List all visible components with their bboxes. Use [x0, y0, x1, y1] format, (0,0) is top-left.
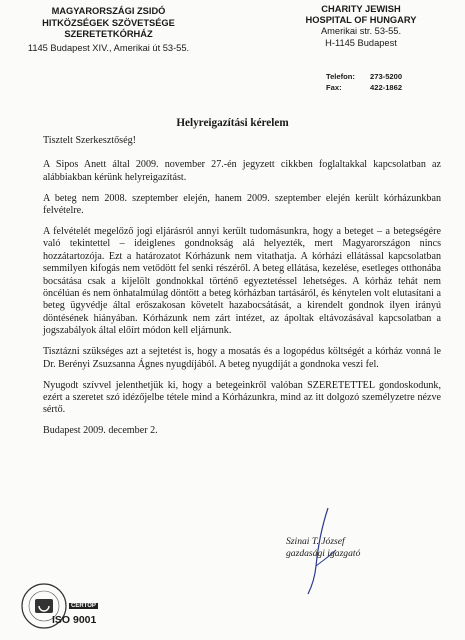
- letterhead-hungarian: [6, 6, 211, 54]
- paragraph-4: Tisztázni szükséges azt a sejtetést is, hogy a mosatás és a logopédus költségét a kórház vonná le Dr. Berényi Zsuzsanna Ágnes nyugdíjából. A beteg nyugdíját a gondnoka veszi fel.: [43, 346, 441, 370]
- letter-title: Helyreigazítási kérelem: [176, 117, 289, 129]
- org-name-line1: MAGYARORSZÁGI ZSIDÓ: [51, 6, 166, 16]
- phone-value: 273-5200: [370, 72, 403, 81]
- org-name-line3: SZERETETKÓRHÁZ: [64, 29, 153, 39]
- phone-label: Telefon:: [326, 72, 355, 81]
- paragraph-5: Nyugodt szívvel jelenthetjük ki, hogy a betegeinkről valóban SZERETETTEL gondoskodunk, ezért a szeretet szó idézőjelbe tétele mind a Kórházunkra, mind az itt dolgozó személyzetre nézve sértő.: [43, 379, 441, 416]
- org-name-line2: HITKÖZSÉGEK SZÖVETSÉGE: [42, 17, 175, 28]
- certop-brand: CERTOP: [71, 603, 96, 609]
- letterhead-english: [296, 4, 426, 49]
- phone-row: [326, 71, 402, 82]
- org-name-en-line2: HOSPITAL OF HUNGARY: [305, 15, 417, 26]
- date-line: Budapest 2009. december 2.: [43, 425, 158, 437]
- fax-row: [326, 82, 402, 93]
- salutation: Tisztelt Szerkesztőség!: [43, 135, 136, 146]
- fax-value: 422-1862: [370, 83, 403, 92]
- org-address-hu: 1145 Budapest XIV., Amerikai út 53-55.: [27, 42, 190, 53]
- iso-label: ISO 9001: [52, 614, 97, 626]
- org-name-en-line1: CHARITY JEWISH: [321, 4, 401, 14]
- paragraph-2: A beteg nem 2008. szeptember elején, hanem 2009. szeptember elején került kórházunkban felvételre.: [43, 192, 441, 217]
- signatory-name: Szinai T. József: [286, 536, 345, 547]
- fax-label: Fax:: [326, 83, 342, 92]
- contact-block: [326, 71, 402, 93]
- letter-body: [43, 135, 441, 446]
- org-address-en-street: Amerikai str. 53-55.: [320, 26, 402, 37]
- signatory-role: gazdasági igazgató: [286, 548, 361, 560]
- paragraph-1: A Sipos Anett által 2009. november 27.-én jegyzett cikkben foglaltakkal kapcsolatban az alábbiakban kérünk helyreigazítást.: [43, 159, 441, 183]
- paragraph-3: A felvételét megelőző jogi eljárásról annyi került tudomásunkra, hogy a beteget – a betegségére való tekintettel – ideiglenes gondnokság alá helyezték, mert Magyarországon nincs hozzátartozója. Ezt a határozatot Kórházunk nem vitathatja. A kórházi ellátással kapcsolatban semmilyen kifogás nem vetődött fel senki részéről. A beteg ellátása, kezelése, esetleges otthonába bocsátása csak a kijelölt gondnokkal történő egyeztetéssel lehetséges. A kórház tehát nem öncélúan és nem önhatalmúlag döntött a beteg kórházban tartásáról, és kénytelen volt elutasítani a beteg ügyvédje által erőszakosan követelt hazabocsátását, a kirendelt gondnok ilyen irányú döntésének hiányában. Kórházunk nem zárt intézet, az ápoltak eltávozásával kapcsolatban a jogszabályok által előírt módon kell eljárnunk.: [43, 226, 441, 337]
- org-address-en-city: H-1145 Budapest: [325, 37, 397, 48]
- signature-block: [286, 536, 360, 560]
